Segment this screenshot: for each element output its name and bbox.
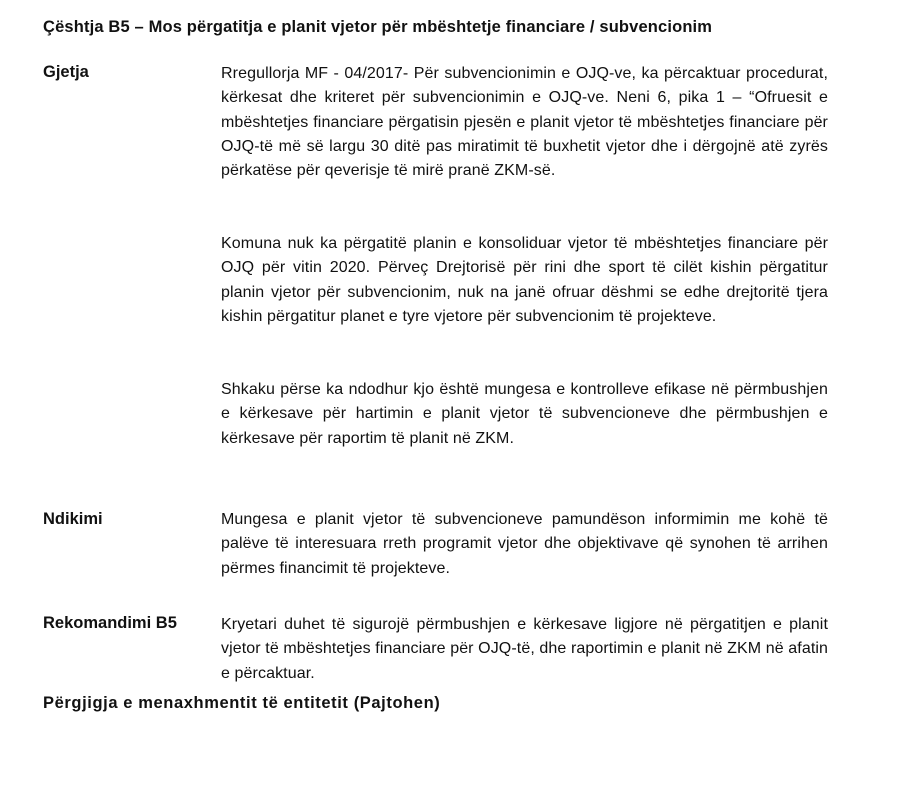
impact-paragraph: Mungesa e planit vjetor të subvencioneve pamundëson informimin me kohë të palëve të interesuara rreth programit vjetor dhe objektivave që synohen të arrihen përmes financimit të projekteve. xyxy=(221,511,828,577)
finding-paragraph-3: Shkaku përse ka ndodhur kjo është mungesa e kontrolleve efikase në përmbushjen e kërkesave për hartimin e planit vjetor të subvencioneve dhe përmbushjen e kërkesave për raportim të planit në ZKM. xyxy=(221,381,828,447)
impact-label: Ndikimi xyxy=(43,510,103,528)
recommendation-paragraph: Kryetari duhet të sigurojë përmbushjen e kërkesave ligjore në përgatitjen e planit vjetor të mbështetjes financiare për OJQ-të, dhe raportimin e planit në ZKM në afatin e përcaktuar. xyxy=(221,616,829,682)
finding-paragraph-2: Komuna nuk ka përgatitë planin e konsoliduar vjetor të mbështetjes financiare për OJQ për vitin 2020. Përveç Drejtorisë për rini dhe sport të cilët kishin përgatitur planin vjetor për subvencionim, nuk na janë ofruar dëshmi se edhe drejtoritë tjera kishin përgatitur planet e tyre vjetore për subvencionim të projekteve. xyxy=(221,235,828,325)
management-response: Përgjigja e menaxhmentit të entitetit (Pajtohen) xyxy=(43,694,441,712)
finding-label: Gjetja xyxy=(43,63,89,81)
issue-heading: Çështja B5 – Mos përgatitja e planit vjetor për mbështetje financiare / subvencionim xyxy=(43,18,713,36)
recommendation-label: Rekomandimi B5 xyxy=(43,614,177,632)
finding-paragraph-1: Rregullorja MF - 04/2017- Për subvencionimin e OJQ-ve, ka përcaktuar procedurat, kërkesat dhe kriteret për subvencionimin e OJQ-ve. Neni 6, pika 1 – “Ofruesit e mbështetjes financiare përgatisin pjesën e planit vjetor të mbështetjes financiare për OJQ-të më së largu 30 ditë pas miratimit të buxhetit vjetor dhe i dërgojnë atë zyrës përkatëse për qeverisje të mirë pranë ZKM-së. xyxy=(221,65,828,180)
